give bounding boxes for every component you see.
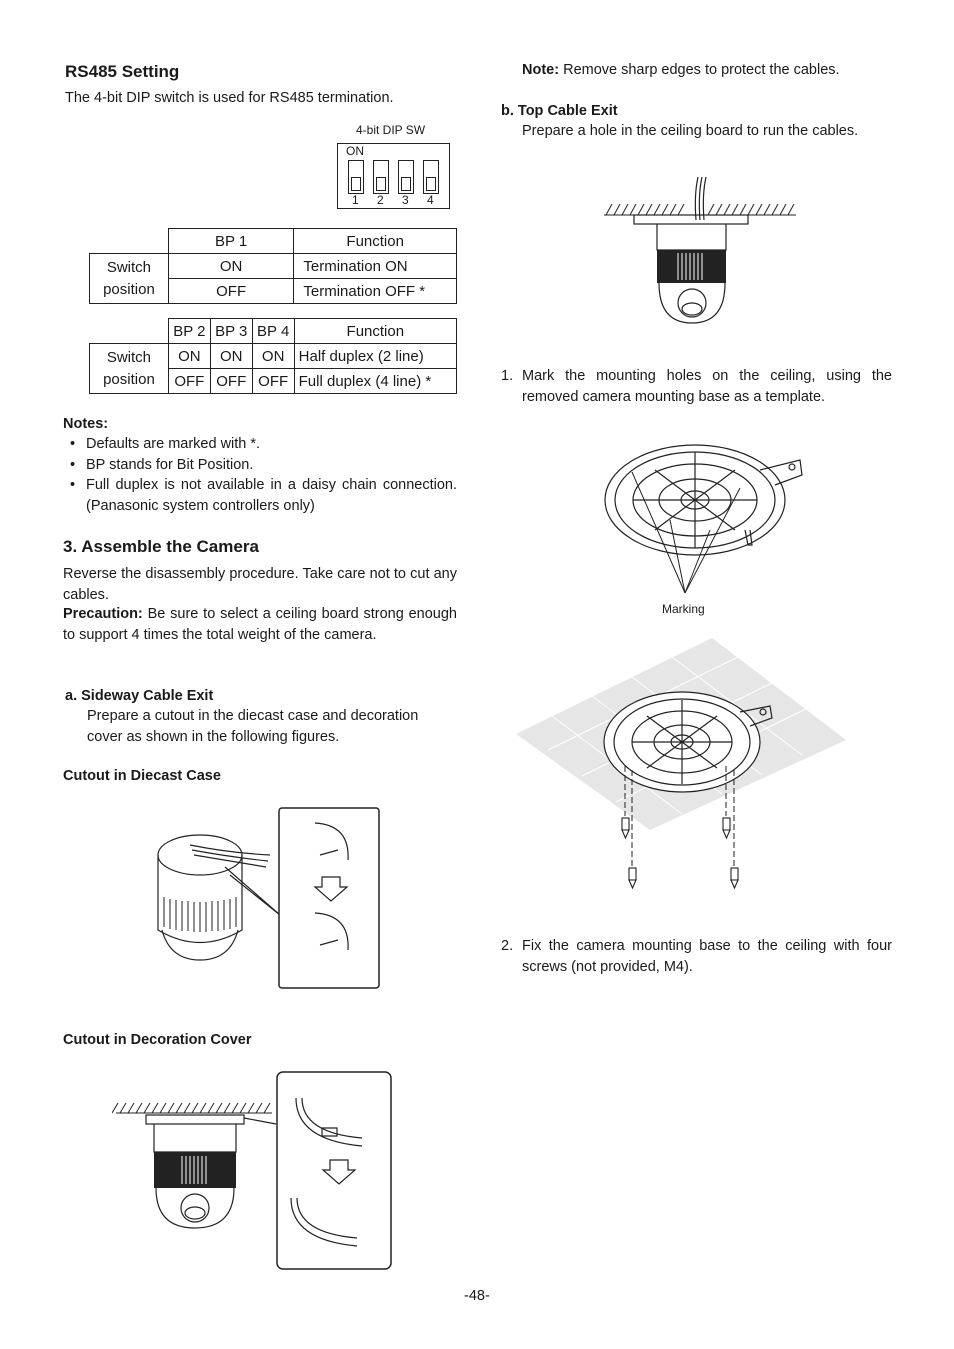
- step-1: [501, 366, 892, 407]
- note-label: Note:: [522, 62, 560, 78]
- marking-label: Marking: [662, 602, 705, 616]
- table-cell: ON: [168, 254, 294, 279]
- bp1-header: BP 1: [168, 229, 294, 254]
- notes-title: Notes:: [63, 416, 109, 432]
- dip-number-4: 4: [427, 193, 434, 207]
- list-item: • Full duplex is not available in a daisy chain connection. (Panasonic system controllers only): [70, 477, 457, 514]
- diecast-case-illustration: [150, 805, 385, 990]
- table-cell: Full duplex (4 line) *: [294, 369, 456, 394]
- page-number: -48-: [464, 1288, 490, 1304]
- step-2-number: 2.: [501, 938, 514, 954]
- table-cell: ON: [210, 344, 252, 369]
- function-header: Function: [294, 229, 457, 254]
- sideway-cable-exit-title: a. Sideway Cable Exit: [65, 688, 214, 704]
- dip-switch-4: [423, 160, 439, 194]
- dip-switch-figure: [337, 143, 450, 209]
- dip-on-label: ON: [346, 144, 364, 158]
- table-cell: OFF: [168, 279, 294, 304]
- step-1-text: Mark the mounting holes on the ceiling, using the removed camera mounting base as a template.: [522, 368, 892, 405]
- mounting-base-marking-illustration: [600, 430, 810, 602]
- table-cell: OFF: [210, 369, 252, 394]
- top-cable-exit-text: Prepare a hole in the ceiling board to run the cables.: [522, 123, 859, 139]
- bp2-4-table: [89, 318, 457, 394]
- bp1-table: [89, 228, 457, 304]
- switch-position-label: Switch position: [90, 254, 169, 304]
- ceiling-mount-illustration: [512, 636, 852, 891]
- bp3-header: BP 3: [210, 319, 252, 344]
- step-2-text: Fix the camera mounting base to the ceiling with four screws (not provided, M4).: [522, 938, 892, 975]
- list-item: • BP stands for Bit Position.: [70, 456, 254, 473]
- dip-switch-2: [373, 160, 389, 194]
- dip-switch-1: [348, 160, 364, 194]
- assemble-title: 3. Assemble the Camera: [63, 537, 259, 556]
- notes-list: [70, 434, 457, 516]
- precaution-text: Be sure to select a ceiling board strong enough to support 4 times the total weight of the camera.: [63, 606, 457, 643]
- assemble-text: Reverse the disassembly procedure. Take care not to cut any cables.: [63, 566, 457, 603]
- function-header: Function: [294, 319, 456, 344]
- table-cell: ON: [168, 344, 210, 369]
- top-cable-exit-title: b. Top Cable Exit: [501, 103, 618, 119]
- list-item: • Defaults are marked with *.: [70, 436, 261, 452]
- switch-position-label: Switch position: [90, 344, 169, 394]
- step-1-number: 1.: [501, 368, 514, 384]
- cutout-diecast-title: Cutout in Diecast Case: [63, 768, 221, 784]
- bp4-header: BP 4: [252, 319, 294, 344]
- precaution-label: Precaution:: [63, 606, 143, 622]
- rs485-title: RS485 Setting: [65, 62, 180, 81]
- precaution-paragraph: [63, 604, 457, 645]
- table-cell: Termination OFF *: [294, 279, 457, 304]
- note-paragraph: [522, 60, 840, 81]
- top-cable-exit-illustration: [602, 175, 798, 330]
- table-cell: OFF: [252, 369, 294, 394]
- step-2: [501, 936, 892, 977]
- dip-number-2: 2: [377, 193, 384, 207]
- rs485-description: The 4-bit DIP switch is used for RS485 termination.: [65, 90, 394, 106]
- table-cell: ON: [252, 344, 294, 369]
- dip-number-3: 3: [402, 193, 409, 207]
- dip-switch-label: 4-bit DIP SW: [356, 123, 426, 137]
- table-cell: Termination ON: [294, 254, 457, 279]
- table-cell: OFF: [168, 369, 210, 394]
- dip-switch-3: [398, 160, 414, 194]
- sideway-cable-exit-text: Prepare a cutout in the diecast case and decoration cover as shown in the following figures.: [87, 708, 419, 745]
- decoration-cover-illustration: [112, 1068, 397, 1273]
- bp2-header: BP 2: [168, 319, 210, 344]
- cutout-decoration-title: Cutout in Decoration Cover: [63, 1032, 252, 1048]
- dip-number-1: 1: [352, 193, 359, 207]
- table-cell: Half duplex (2 line): [294, 344, 456, 369]
- note-text: Remove sharp edges to protect the cables.: [563, 62, 840, 78]
